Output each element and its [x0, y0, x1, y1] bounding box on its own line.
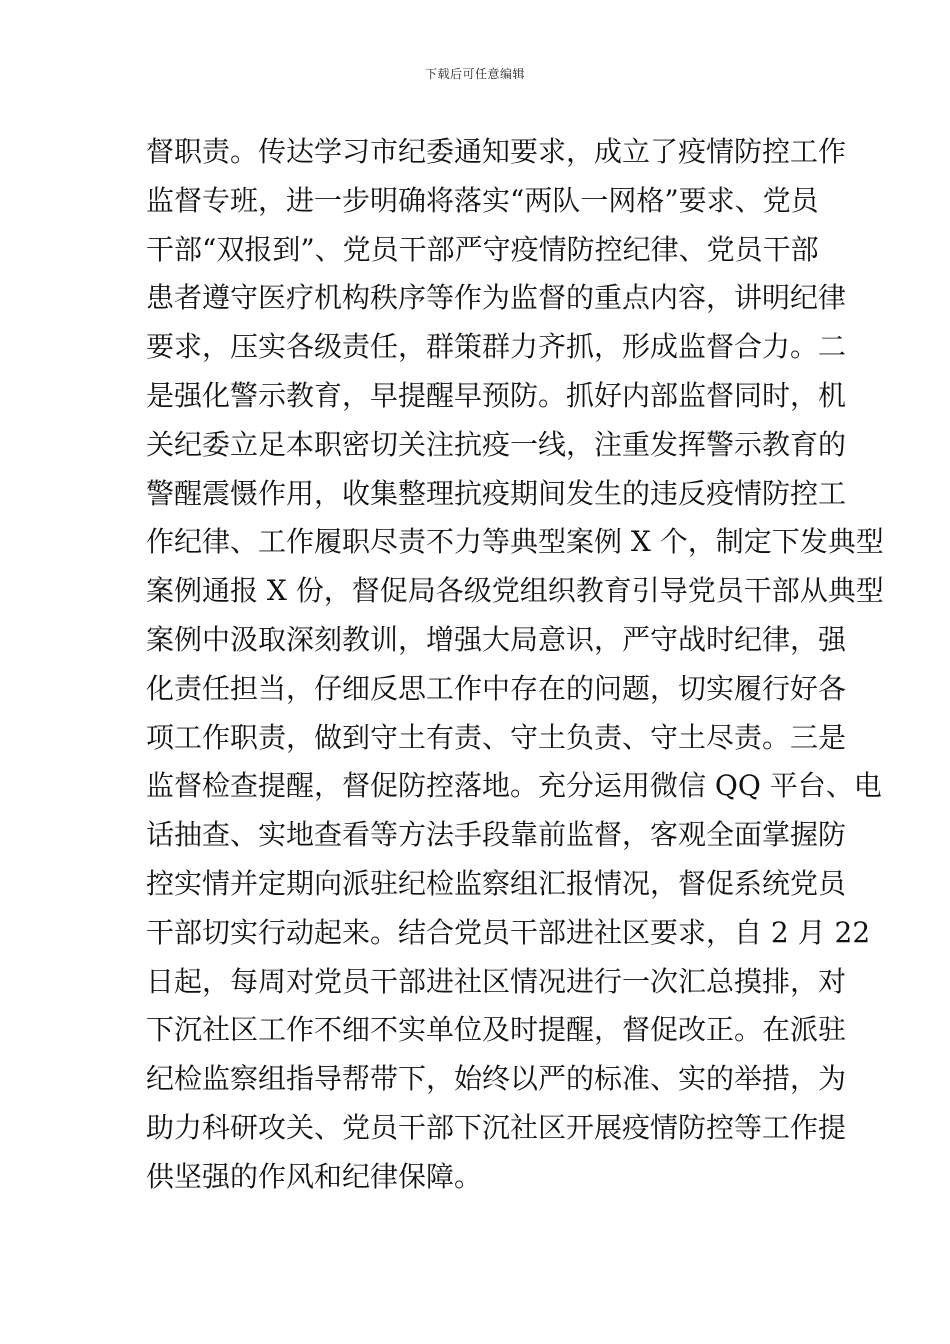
body-line-8: 警醒震慑作用，收集整理抗疫期间发生的违反疫情防控工 — [146, 476, 847, 510]
body-line-19: 下沉社区工作不细不实单位及时提醒，督促改正。在派驻 — [146, 1013, 847, 1047]
body-line-6: 是强化警示教育，早提醒早预防。抓好内部监督同时，机 — [146, 378, 847, 412]
body-line-7: 关纪委立足本职密切关注抗疫一线，注重发挥警示教育的 — [146, 427, 847, 461]
body-line-13: 项工作职责，做到守土有责、守土负责、守土尽责。三是 — [146, 720, 847, 754]
body-paragraph — [146, 128, 884, 1202]
body-line-17: 干部切实行动起来。结合党员干部进社区要求，自 2 月 22 — [146, 915, 871, 949]
body-line-20: 纪检监察组指导帮带下，始终以严的标准、实的举措，为 — [146, 1062, 847, 1096]
body-line-5: 要求，压实各级责任，群策群力齐抓，形成监督合力。二 — [146, 330, 847, 364]
body-line-22: 供坚强的作风和纪律保障。 — [146, 1159, 483, 1193]
body-line-2: 监督专班，进一步明确将落实“两队一网格”要求、党员 — [146, 183, 819, 217]
body-line-4: 患者遵守医疗机构秩序等作为监督的重点内容，讲明纪律 — [146, 281, 847, 315]
header-note: 下载后可任意编辑 — [424, 67, 525, 81]
body-line-10: 案例通报 X 份，督促局各级党组织教育引导党员干部从典型 — [146, 574, 884, 608]
body-line-14: 监督检查提醒，督促防控落地。充分运用微信 QQ 平台、电 — [146, 769, 882, 803]
body-line-16: 控实情并定期向派驻纪检监察组汇报情况，督促系统党员 — [146, 866, 847, 900]
body-line-18: 日起，每周对党员干部进社区情况进行一次汇总摸排，对 — [146, 964, 847, 998]
body-line-15: 话抽查、实地查看等方法手段靠前监督，客观全面掌握防 — [146, 818, 847, 852]
body-line-9: 作纪律、工作履职尽责不力等典型案例 X 个，制定下发典型 — [146, 525, 884, 559]
body-line-3: 干部“双报到”、党员干部严守疫情防控纪律、党员干部 — [146, 232, 819, 266]
body-line-12: 化责任担当，仔细反思工作中存在的问题，切实履行好各 — [146, 671, 847, 705]
body-line-1: 督职责。传达学习市纪委通知要求，成立了疫情防控工作 — [146, 135, 847, 168]
body-line-11: 案例中汲取深刻教训，增强大局意识，严守战时纪律，强 — [146, 622, 847, 656]
body-line-21: 助力科研攻关、党员干部下沉社区开展疫情防控等工作提 — [146, 1110, 847, 1144]
